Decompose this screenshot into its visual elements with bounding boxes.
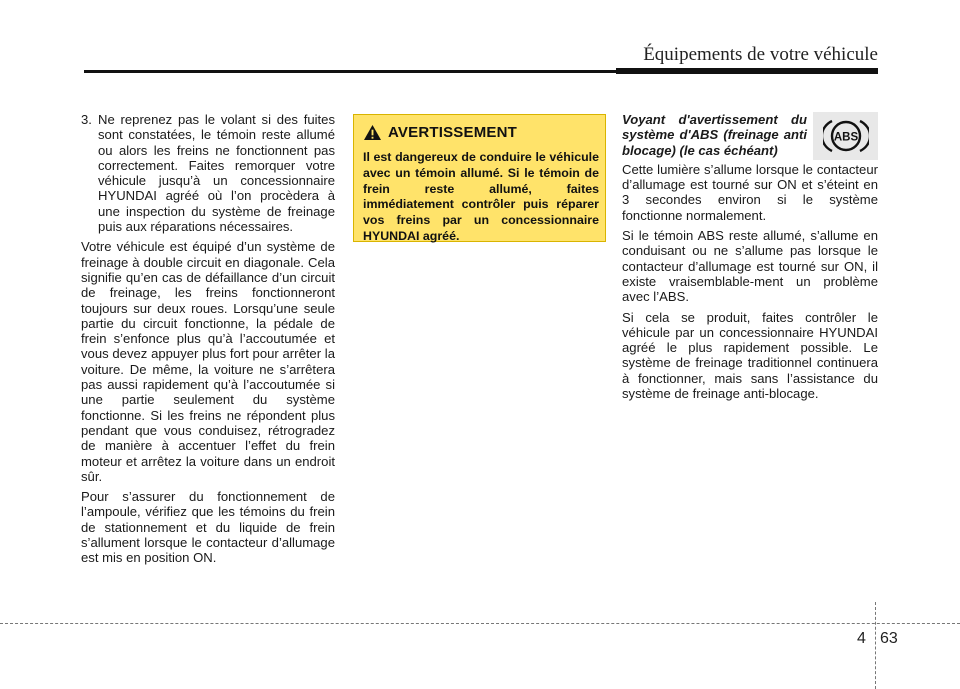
abs-paragraph-3: Si cela se produit, faites contrôler le véhicule par un concessionnaire HYUNDAI agréé le plus rapidement possible. Le système de freinage traditionnel continuera à fonctionner, mais sans l’assistance du système de freinage anti-blocage. xyxy=(622,309,878,402)
warning-body: Il est dangereux de conduire le véhicule avec un témoin allumé. Si le témoin de frein reste allumé, faites immédiatement contrôler puis réparer vos freins par un concessionnaire HYUNDAI agréé. xyxy=(363,150,599,243)
abs-section-header xyxy=(622,112,878,158)
abs-heading: Voyant d'avertissement du système d'ABS (freinage anti blocage) (le cas échéant) xyxy=(622,112,807,158)
warning-triangle-icon xyxy=(363,124,382,141)
section-title: Équipements de votre véhicule xyxy=(643,44,878,65)
left-column xyxy=(81,112,335,571)
warning-title: AVERTISSEMENT xyxy=(388,124,518,141)
header-rule-accent xyxy=(616,68,878,74)
bulb-check-paragraph: Pour s’assurer du fonctionnement de l’ampoule, vérifiez que les témoins du frein de stationnement et du liquide de frein s’allument lorsque le contacteur d’allumage est mis en position ON. xyxy=(81,489,335,566)
dual-circuit-paragraph: Votre véhicule est équipé d’un système de freinage à double circuit en diagonale. Cela signifie qu’en cas de défaillance d’un circuit de freinage, les freins fonctionneront toujours sur deux roues. Lorsqu’une seule partie du circuit fonctionne, la pédale de frein s’enfonce plus qu’à l’accoutumée et vous devez appuyer plus fort pour arrêter la voiture. De même, la voiture ne s’arrêtera pas aussi rapidement qu’à l’accoutumée si une partie seulement du système fonctionne. Si les freins ne répondent plus pendant que vous conduisez, rétrogradez de manière à accentuer l’effet du frein moteur et arrêtez la voiture dans un endroit sûr. xyxy=(81,239,335,484)
footer-divider xyxy=(0,623,960,624)
warning-box xyxy=(353,114,606,242)
abs-icon-label: ABS xyxy=(833,131,858,144)
abs-paragraph-1: Cette lumière s’allume lorsque le contacteur d’allumage est tourné sur ON et s’éteint en 3 secondes environ si le système fonctionne normalement. xyxy=(622,161,878,223)
item-number: 3. xyxy=(81,112,92,127)
numbered-item-3 xyxy=(81,112,335,239)
abs-paragraph-2: Si le témoin ABS reste allumé, s’allume en conduisant ou ne s’allume pas lorsque le contacteur d’allumage est tourné sur ON, il existe vraisemblable-ment un problème avec l’ABS. xyxy=(622,228,878,305)
page-number: 63 xyxy=(880,630,898,647)
footer-vertical-divider xyxy=(875,602,876,689)
abs-icon xyxy=(823,116,869,156)
item-text: Ne reprenez pas le volant si des fuites sont constatées, le témoin reste allumé ou alors les freins ne fonctionnent pas correctement. Faites remorquer votre véhicule jusqu’à un concessionnaire HYUNDAI agréé où l’on procèdera à une inspection du système de freinage puis aux réparations nécessaires. xyxy=(98,112,335,235)
abs-warning-icon xyxy=(813,112,878,160)
chapter-number: 4 xyxy=(857,630,866,647)
warning-header xyxy=(363,124,599,141)
right-column xyxy=(622,112,878,406)
